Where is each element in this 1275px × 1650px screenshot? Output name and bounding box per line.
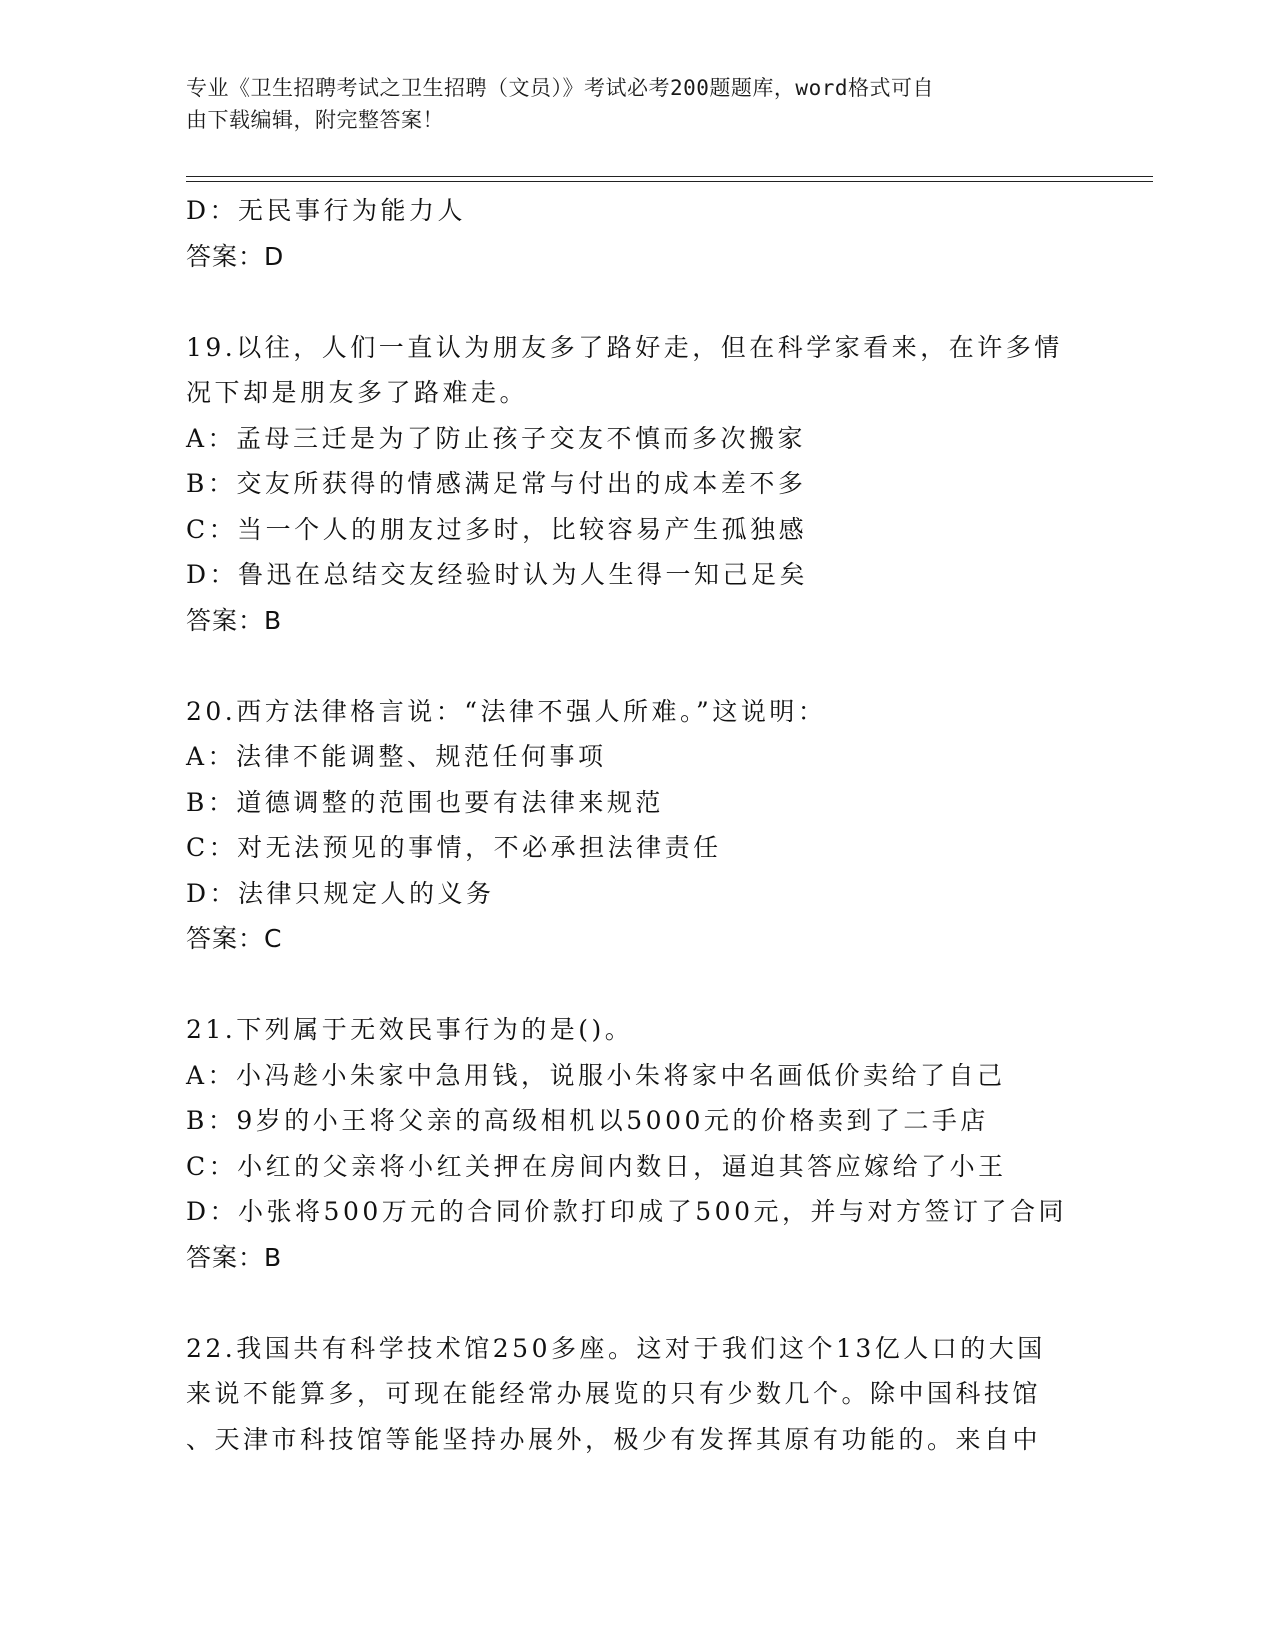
option-c: C：当一个人的朋友过多时，比较容易产生孤独感	[186, 514, 808, 544]
option-c: C：对无法预见的事情，不必承担法律责任	[186, 833, 722, 862]
header-line-2: 由下载编辑，附完整答案！	[186, 108, 444, 132]
header-divider-top	[186, 176, 1153, 177]
page-header	[186, 72, 1066, 136]
header-divider-bottom	[186, 181, 1153, 182]
option-a: A：法律不能调整、规范任何事项	[186, 742, 607, 771]
option-b: B：道德调整的范围也要有法律来规范	[186, 787, 664, 817]
option-d: D：法律只规定人的义务	[186, 878, 495, 908]
option-d: D：无民事行为能力人	[186, 196, 467, 225]
option-a: A：小冯趁小朱家中急用钱，说服小朱将家中名画低价卖给了自己	[186, 1060, 1006, 1090]
document-body	[186, 188, 1086, 1462]
option-b: B：交友所获得的情感满足常与付出的成本差不多	[186, 469, 807, 498]
question-text: 来说不能算多，可现在能经常办展览的只有少数几个。除中国科技馆	[186, 1379, 1042, 1408]
question-21	[186, 1007, 1086, 1280]
question-text: 况下却是朋友多了路难走。	[186, 378, 529, 407]
question-20	[186, 689, 1086, 962]
answer: 答案：D	[186, 241, 285, 271]
question-22	[186, 1326, 1086, 1463]
option-a: A：孟母三迁是为了防止孩子交友不慎而多次搬家	[186, 423, 807, 453]
option-c: C：小红的父亲将小红关押在房间内数日，逼迫其答应嫁给了小王	[186, 1151, 1007, 1181]
header-line-1: 专业《卫生招聘考试之卫生招聘（文员）》考试必考200题题库，word格式可自	[186, 76, 934, 100]
option-d: D：小张将500万元的合同价款打印成了500元，并与对方签订了合同	[186, 1197, 1067, 1226]
option-b: B：9岁的小王将父亲的高级相机以5000元的价格卖到了二手店	[186, 1106, 989, 1135]
question-text: 22.我国共有科学技术馆250多座。这对于我们这个13亿人口的大国	[186, 1333, 1046, 1363]
question-text: 21.下列属于无效民事行为的是()。	[186, 1015, 634, 1044]
question-19	[186, 325, 1086, 644]
question-text: 19.以往，人们一直认为朋友多了路好走，但在科学家看来，在许多情	[186, 332, 1063, 362]
answer: 答案：C	[186, 924, 283, 953]
question-text: 、天津市科技馆等能坚持办展外，极少有发挥其原有功能的。来自中	[186, 1424, 1042, 1454]
answer: 答案：B	[186, 1242, 283, 1272]
answer: 答案：B	[186, 605, 283, 635]
question-18-tail	[186, 188, 1086, 279]
question-text: 20.西方法律格言说：“法律不强人所难。”这说明：	[186, 696, 827, 726]
option-d: D：鲁迅在总结交友经验时认为人生得一知己足矣	[186, 560, 809, 589]
